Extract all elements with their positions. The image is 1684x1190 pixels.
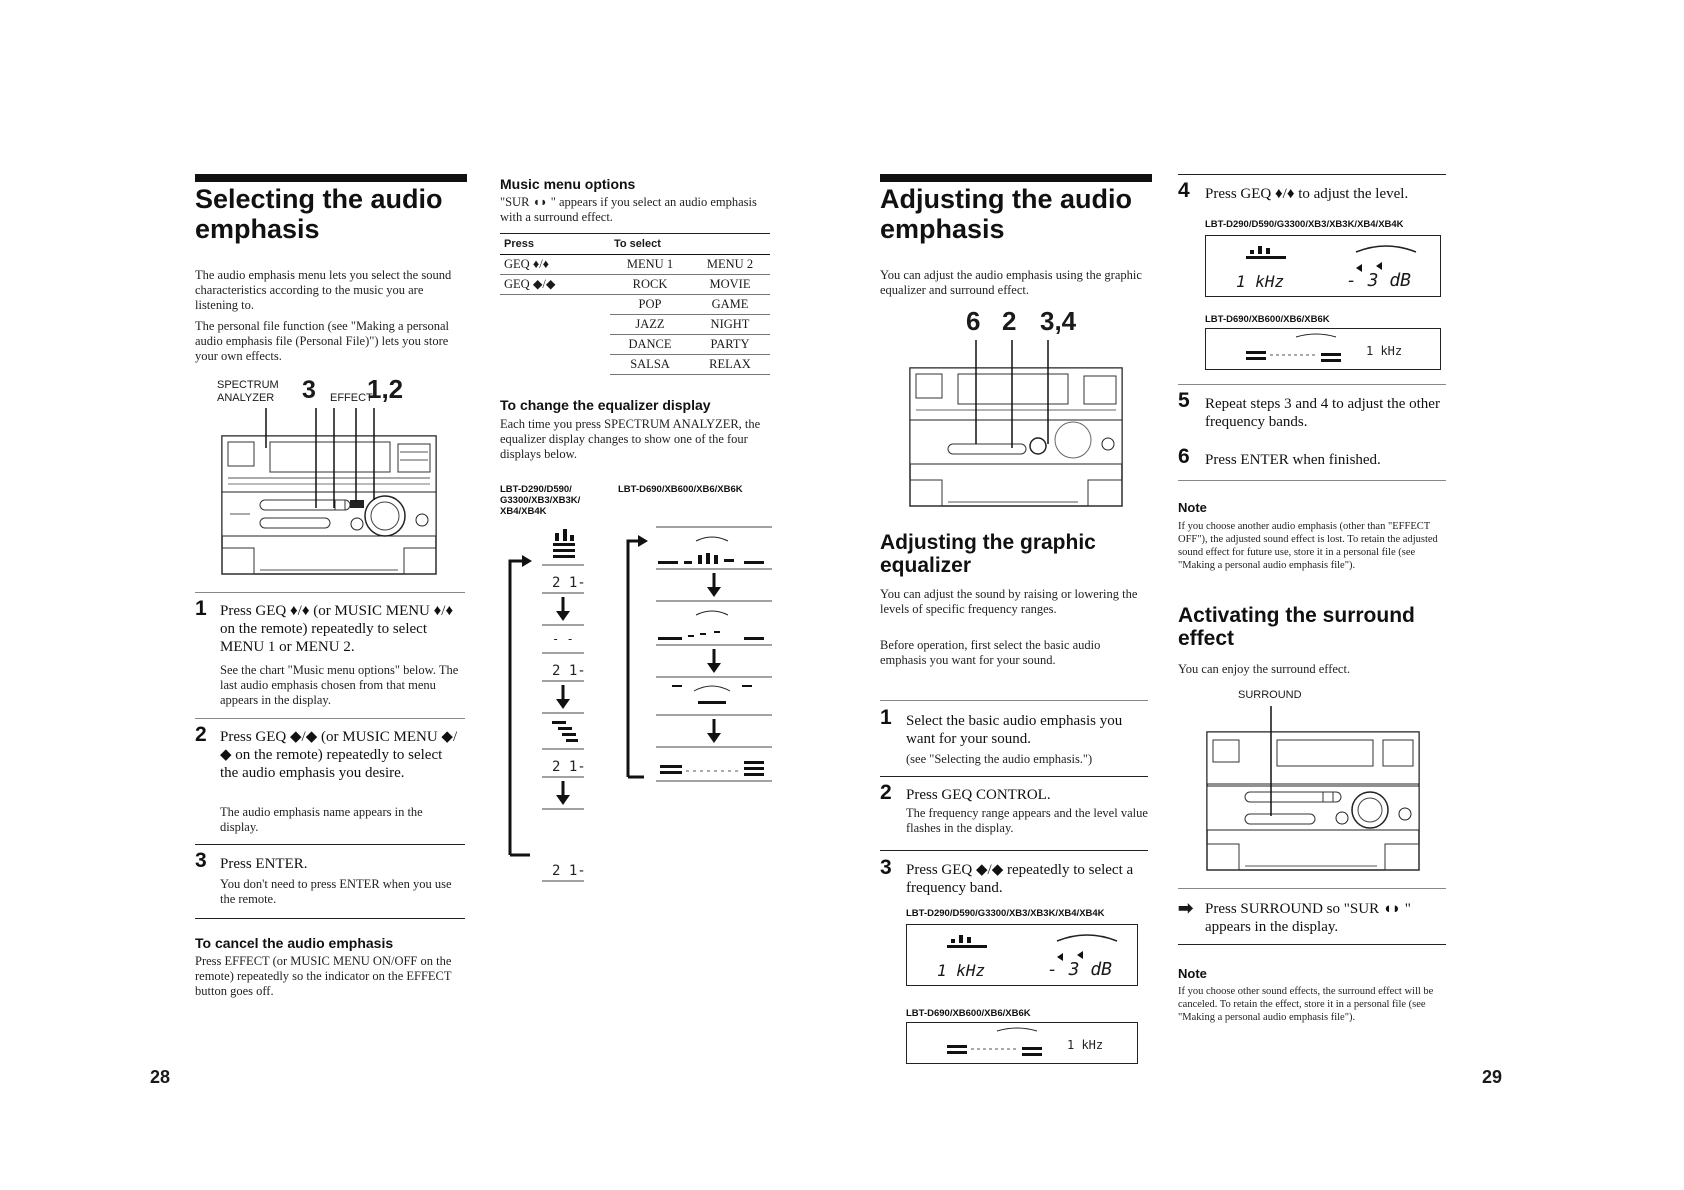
music-menu-text: "SUR ◖◗ " appears if you select an audio emphasis with a surround effect.	[500, 195, 757, 224]
geq-text-1: You can adjust the sound by raising or lowering the levels of specific frequency ranges.	[880, 587, 1138, 616]
left-step-1-sub: See the chart "Music menu options" below. The last audio emphasis chosen from that menu appears in the display.	[220, 663, 459, 707]
table-cell	[500, 354, 610, 374]
lcd-a-frequency: 1 kHz	[937, 961, 986, 980]
table-cell: ROCK	[610, 274, 690, 294]
svg-text:1 kHz: 1 kHz	[1366, 344, 1403, 358]
model-label-b: LBT-D690/XB600/XB6/XB6K	[618, 484, 743, 495]
left-step2-rule	[195, 718, 465, 719]
right-step-2-sub: The frequency range appears and the level value flashes in the display.	[906, 806, 1148, 835]
right-step-1-text: Select the basic audio emphasis you want for your sound.	[906, 713, 1123, 747]
right-step-5-number: 5	[1178, 389, 1190, 412]
left-page-title: Selecting the audio emphasis	[195, 184, 443, 244]
left-intro-1: The audio emphasis menu lets you select the sound characteristics according to the music you are listening to.	[195, 268, 452, 312]
label-n34: 3,4	[1040, 306, 1077, 336]
right-step-1-sub: (see "Selecting the audio emphasis.")	[906, 752, 1093, 766]
svg-text:2 1-: 2 1-	[552, 863, 586, 879]
label-analyzer: ANALYZER	[217, 392, 275, 404]
cancel-title: To cancel the audio emphasis	[195, 935, 394, 951]
left-title-rule	[195, 174, 467, 182]
lcd-display-a	[906, 924, 1138, 986]
table-cell: MENU 2	[690, 254, 770, 274]
table-cell: POP	[610, 294, 690, 314]
right-col-model-label-a: LBT-D290/D590/G3300/XB3/XB3K/XB4/XB4K	[1205, 219, 1404, 230]
table-cell: MENU 1	[610, 254, 690, 274]
label-spectrum: SPECTRUM	[217, 379, 279, 391]
right-title-rule	[880, 174, 1152, 182]
stereo-unit-illustration-right	[908, 340, 1124, 508]
stereo-unit-illustration-surround	[1205, 706, 1421, 872]
eq-display-text: Each time you press SPECTRUM ANALYZER, the equalizer display changes to show one of the four displays below.	[500, 417, 761, 461]
svg-text:2 1-: 2 1-	[552, 575, 586, 591]
lcd-a-level: - 3 dB	[1047, 959, 1113, 980]
table-head-press: Press	[500, 234, 610, 254]
right-note-rule	[1178, 480, 1446, 481]
right-step-6-text: Press ENTER when finished.	[1205, 452, 1381, 468]
page-number-left: 28	[150, 1067, 171, 1087]
right-intro: You can adjust the audio emphasis using the graphic equalizer and surround effect.	[880, 268, 1142, 297]
table-cell	[500, 334, 610, 354]
left-step-3-number: 3	[195, 849, 207, 872]
left-step-3-text: Press ENTER.	[220, 856, 308, 872]
geq-text-2: Before operation, first select the basic audio emphasis you want for your sound.	[880, 638, 1101, 667]
table-head-select: To select	[610, 234, 770, 254]
right-step-3-text: Press GEQ ◆/◆ repeatedly to select a frequency band.	[906, 862, 1134, 896]
note2-rule	[1178, 944, 1446, 945]
page-number-right: 29	[1482, 1067, 1503, 1087]
left-step3-rule	[195, 844, 465, 845]
note2-title: Note	[1178, 966, 1207, 981]
arrow-right-icon: ➡	[1178, 898, 1194, 918]
right-step-1-number: 1	[880, 706, 892, 729]
right-step5-rule	[1178, 384, 1446, 385]
left-intro-2: The personal file function (see "Making a personal audio emphasis file (Personal File)") lets you store your own effects.	[195, 319, 449, 363]
table-cell: JAZZ	[610, 314, 690, 334]
lcd-b-graphic	[907, 1023, 1137, 1063]
table-cell: GAME	[690, 294, 770, 314]
right-step2-rule	[880, 776, 1148, 777]
table-cell: RELAX	[690, 354, 770, 374]
svg-text:2 1-: 2 1-	[552, 759, 586, 775]
lcd-c-level: - 3 dB	[1346, 270, 1412, 291]
surround-step-rule	[1178, 888, 1446, 889]
right-step1-rule	[880, 700, 1148, 701]
right-step-3-number: 3	[880, 856, 892, 879]
surround-label: SURROUND	[1238, 689, 1302, 701]
left-step1-rule	[195, 592, 465, 593]
right-step3-rule	[880, 850, 1148, 851]
stereo-unit-illustration-left	[220, 408, 440, 576]
lcd-c-frequency: 1 kHz	[1236, 272, 1285, 291]
right-page-title: Adjusting the audio emphasis	[880, 184, 1132, 244]
left-step-1-number: 1	[195, 597, 207, 620]
right-col-model-label-b: LBT-D690/XB600/XB6/XB6K	[1205, 314, 1330, 325]
lcd-d-graphic	[1206, 329, 1440, 369]
model-label-a: LBT-D290/D590/ G3300/XB3/XB3K/ XB4/XB4K	[500, 484, 581, 517]
table-cell	[500, 314, 610, 334]
right-step-2-text: Press GEQ CONTROL.	[906, 787, 1051, 803]
lcd-display-d	[1205, 328, 1441, 370]
left-step-2-number: 2	[195, 723, 207, 746]
right-step-4-number: 4	[1178, 179, 1190, 202]
right-step-6-number: 6	[1178, 445, 1190, 468]
music-menu-title: Music menu options	[500, 176, 636, 192]
eq-display-sequence-diagram	[508, 525, 778, 895]
left-cancel-rule	[195, 918, 465, 919]
right-step-5-text: Repeat steps 3 and 4 to adjust the other frequency bands.	[1205, 396, 1440, 430]
table-cell: MOVIE	[690, 274, 770, 294]
music-menu-table	[500, 234, 770, 375]
left-step-1-text: Press GEQ ♦/♦ (or MUSIC MENU ♦/♦ on the remote) repeatedly to select MENU 1 or MENU 2.	[220, 603, 454, 655]
table-cell: GEQ ◆/◆	[500, 274, 610, 294]
left-step-3-sub: You don't need to press ENTER when you use the remote.	[220, 877, 452, 906]
table-cell: DANCE	[610, 334, 690, 354]
right-step-4-text: Press GEQ ♦/♦ to adjust the level.	[1205, 186, 1409, 202]
table-cell: PARTY	[690, 334, 770, 354]
cancel-text: Press EFFECT (or MUSIC MENU ON/OFF on the remote) repeatedly so the indicator on the EFFECT button goes off.	[195, 954, 452, 998]
note-text: If you choose another audio emphasis (other than "EFFECT OFF"), the adjusted sound effect is lost. To retain the adjusted sound effect for future use, store it in a personal file (see "Making a personal audio emphasis file").	[1178, 521, 1438, 571]
surround-text: You can enjoy the surround effect.	[1178, 662, 1351, 676]
right-model-label-b: LBT-D690/XB600/XB6/XB6K	[906, 1008, 1031, 1019]
svg-text:1 kHz: 1 kHz	[1067, 1038, 1104, 1052]
table-cell	[500, 294, 610, 314]
label-n6: 6	[966, 306, 981, 336]
table-cell: NIGHT	[690, 314, 770, 334]
note-title: Note	[1178, 500, 1207, 515]
label-n2: 2	[1002, 306, 1017, 336]
lcd-display-c	[1205, 235, 1441, 297]
left-step-2-text: Press GEQ ◆/◆ (or MUSIC MENU ◆/◆ on the remote) repeatedly to select the audio emphasis you desire.	[220, 729, 458, 781]
label-num-3: 3	[302, 376, 316, 404]
svg-text:- -: - -	[552, 632, 574, 646]
svg-text:2 1-: 2 1-	[552, 663, 586, 679]
surround-title: Activating the surround effect	[1178, 604, 1415, 650]
note2-text: If you choose other sound effects, the surround effect will be canceled. To retain the effect, store it in a personal file (see "Making a personal audio emphasis file").	[1178, 986, 1434, 1023]
eq-display-title: To change the equalizer display	[500, 397, 711, 413]
lcd-display-b	[906, 1022, 1138, 1064]
table-cell: GEQ ♦/♦	[500, 254, 610, 274]
table-cell: SALSA	[610, 354, 690, 374]
geq-title: Adjusting the graphic equalizer	[880, 531, 1096, 577]
surround-step-text: Press SURROUND so "SUR ◖◗ " appears in the display.	[1205, 901, 1411, 935]
right-col-top-rule	[1178, 174, 1446, 175]
label-num-12: 1,2	[367, 374, 404, 404]
label-effect: EFFECT	[330, 392, 373, 404]
left-step-2-sub: The audio emphasis name appears in the display.	[220, 805, 423, 834]
right-model-label-a: LBT-D290/D590/G3300/XB3/XB3K/XB4/XB4K	[906, 908, 1105, 919]
right-step-2-number: 2	[880, 781, 892, 804]
